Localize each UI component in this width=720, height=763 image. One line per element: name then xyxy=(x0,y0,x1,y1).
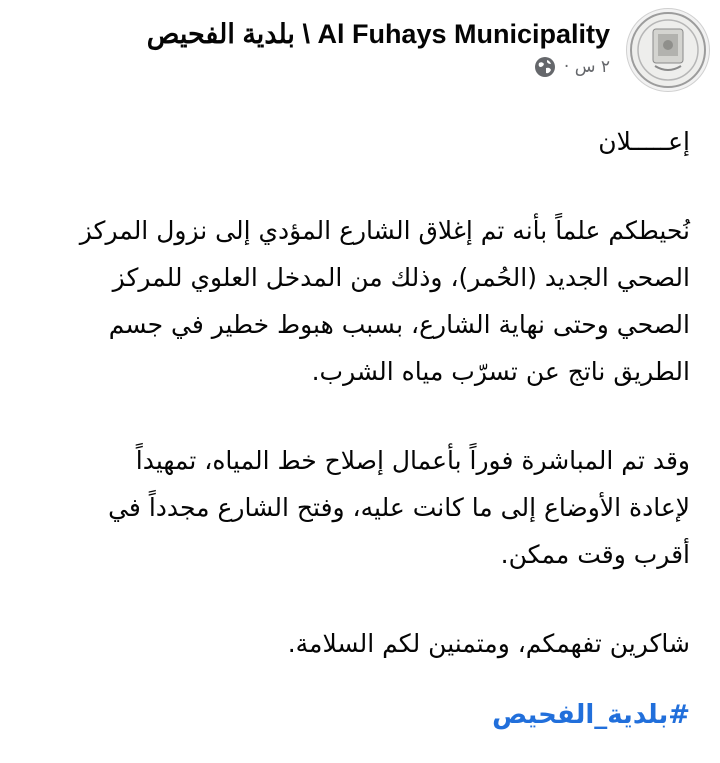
post-time[interactable]: ٢ س · xyxy=(563,57,610,77)
announcement-heading xyxy=(10,118,690,165)
page-name[interactable]: Al Fuhays Municipality \ بلدية الفحيص xyxy=(146,19,610,49)
text-line: شاكرين تفهمكم، ومتمنين لكم السلامة. xyxy=(287,629,690,658)
text-line: أقرب وقت ممكن. xyxy=(500,540,690,569)
post-body xyxy=(10,118,690,709)
text-line: الصحي وحتى نهاية الشارع، بسبب هبوط خطير في جسم xyxy=(108,310,690,339)
text-line: نُحيطكم علماً بأنه تم إغلاق الشارع المؤدي إلى نزول المركز xyxy=(79,216,690,245)
post-meta xyxy=(534,56,610,78)
post-header xyxy=(147,8,710,92)
paragraph-closure-notice xyxy=(10,207,690,395)
paragraph-repair-notice xyxy=(10,437,690,578)
text-line: وقد تم المباشرة فوراً بأعمال إصلاح خط المياه، تمهيداً xyxy=(135,446,690,475)
globe-icon[interactable] xyxy=(534,56,556,78)
post-header-text xyxy=(147,8,610,78)
hashtag-link[interactable]: #بلدية_الفحيص xyxy=(492,700,690,730)
paragraph-closing xyxy=(10,620,690,667)
text-line: الصحي الجديد (الحُمر)، وذلك من المدخل العلوي للمركز xyxy=(112,263,690,292)
text-line: لإعادة الأوضاع إلى ما كانت عليه، وفتح الشارع مجدداً في xyxy=(108,493,690,522)
page-avatar[interactable] xyxy=(626,8,710,92)
text-line: إعـــــلان xyxy=(598,127,690,156)
text-line: الطريق ناتج عن تسرّب مياه الشرب. xyxy=(311,357,690,386)
municipality-seal-icon xyxy=(629,11,707,89)
